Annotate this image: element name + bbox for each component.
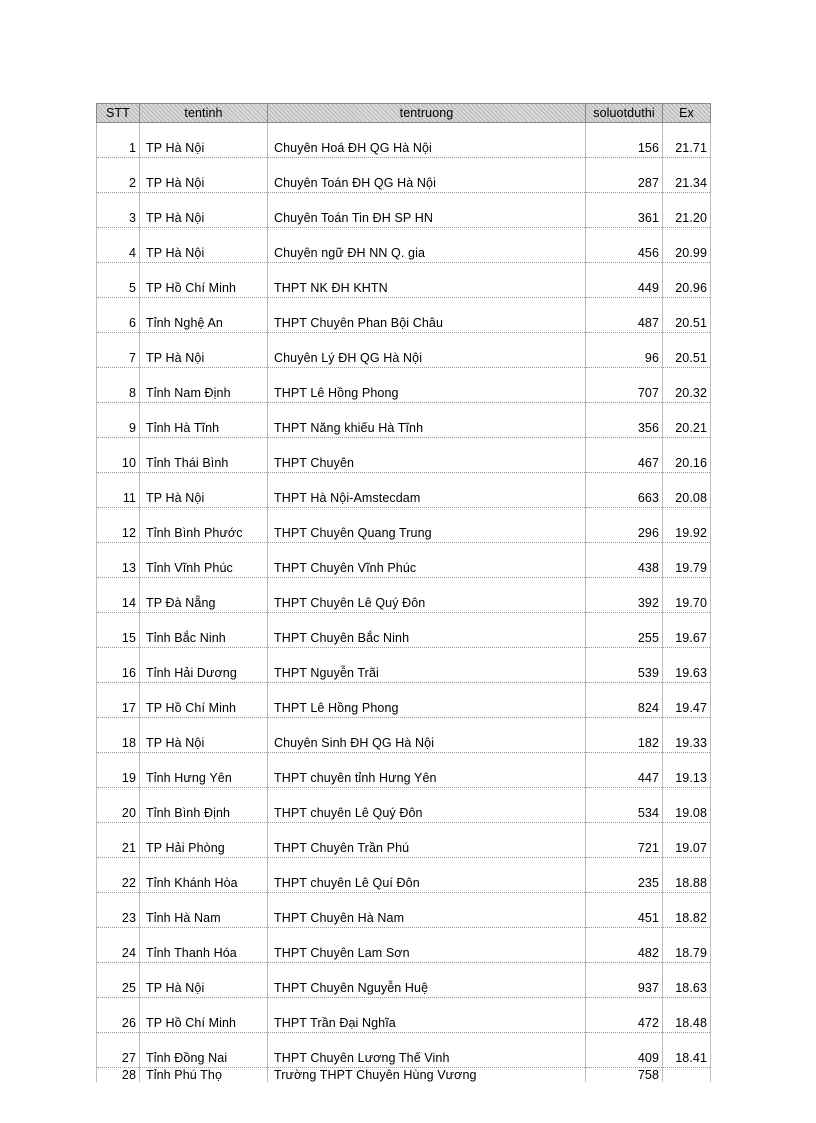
cell-ex: 20.51 (663, 298, 711, 333)
cell-soluotduthi: 487 (586, 298, 663, 333)
cell-tentinh: TP Hà Nội (140, 963, 268, 998)
cell-tentinh: TP Hồ Chí Minh (140, 683, 268, 718)
cell-tentinh: Tỉnh Đồng Nai (140, 1033, 268, 1068)
cell-tentinh: TP Hà Nội (140, 158, 268, 193)
cell-tentruong: Chuyên ngữ ĐH NN Q. gia (268, 228, 586, 263)
table-row (97, 403, 711, 438)
cell-ex: 19.92 (663, 508, 711, 543)
cell-stt: 20 (97, 788, 140, 823)
cell-stt: 27 (97, 1033, 140, 1068)
table-row (97, 1068, 711, 1083)
cell-stt: 24 (97, 928, 140, 963)
cell-soluotduthi: 361 (586, 193, 663, 228)
cell-tentruong: THPT NK ĐH KHTN (268, 263, 586, 298)
cell-ex: 18.41 (663, 1033, 711, 1068)
cell-tentruong: THPT Chuyên Vĩnh Phúc (268, 543, 586, 578)
cell-stt: 23 (97, 893, 140, 928)
table-row (97, 543, 711, 578)
cell-tentinh: TP Hà Nội (140, 228, 268, 263)
cell-soluotduthi: 707 (586, 368, 663, 403)
cell-stt: 13 (97, 543, 140, 578)
cell-tentinh: TP Hà Nội (140, 473, 268, 508)
cell-soluotduthi: 96 (586, 333, 663, 368)
cell-tentinh: Tỉnh Vĩnh Phúc (140, 543, 268, 578)
table-row (97, 438, 711, 473)
cell-tentruong: THPT Chuyên Trần Phú (268, 823, 586, 858)
cell-soluotduthi: 235 (586, 858, 663, 893)
cell-tentinh: Tỉnh Hải Dương (140, 648, 268, 683)
table-row (97, 228, 711, 263)
cell-soluotduthi: 156 (586, 123, 663, 158)
table-row (97, 1033, 711, 1068)
cell-soluotduthi: 438 (586, 543, 663, 578)
table-row (97, 263, 711, 298)
cell-stt: 12 (97, 508, 140, 543)
cell-tentruong: Chuyên Sinh ĐH QG Hà Nội (268, 718, 586, 753)
table-row (97, 508, 711, 543)
cell-tentruong: Chuyên Hoá ĐH QG Hà Nội (268, 123, 586, 158)
cell-soluotduthi: 356 (586, 403, 663, 438)
cell-ex: 19.47 (663, 683, 711, 718)
cell-soluotduthi: 937 (586, 963, 663, 998)
cell-stt: 21 (97, 823, 140, 858)
table-body (97, 123, 711, 1083)
cell-tentinh: Tỉnh Nghệ An (140, 298, 268, 333)
cell-tentruong: THPT Chuyên Phan Bội Châu (268, 298, 586, 333)
cell-stt: 7 (97, 333, 140, 368)
cell-tentinh: Tỉnh Hà Tĩnh (140, 403, 268, 438)
cell-tentruong: THPT chuyên Lê Quý Đôn (268, 788, 586, 823)
cell-ex: 20.08 (663, 473, 711, 508)
cell-tentruong: THPT Chuyên Hà Nam (268, 893, 586, 928)
table-row (97, 718, 711, 753)
cell-ex: 20.51 (663, 333, 711, 368)
cell-ex (663, 1068, 711, 1083)
table-row (97, 333, 711, 368)
cell-soluotduthi: 449 (586, 263, 663, 298)
cell-tentruong: Chuyên Toán ĐH QG Hà Nội (268, 158, 586, 193)
cell-tentruong: THPT Trần Đại Nghĩa (268, 998, 586, 1033)
cell-tentinh: TP Hà Nội (140, 123, 268, 158)
table-row (97, 123, 711, 158)
cell-stt: 9 (97, 403, 140, 438)
cell-stt: 28 (97, 1068, 140, 1083)
cell-ex: 19.13 (663, 753, 711, 788)
cell-tentruong: THPT Nguyễn Trãi (268, 648, 586, 683)
table-row (97, 823, 711, 858)
cell-tentruong: THPT Chuyên Lê Quý Đôn (268, 578, 586, 613)
cell-ex: 21.20 (663, 193, 711, 228)
cell-stt: 5 (97, 263, 140, 298)
cell-stt: 17 (97, 683, 140, 718)
cell-tentruong: THPT Chuyên Lam Sơn (268, 928, 586, 963)
cell-ex: 18.82 (663, 893, 711, 928)
cell-tentinh: Tỉnh Bắc Ninh (140, 613, 268, 648)
cell-ex: 21.34 (663, 158, 711, 193)
cell-tentruong: THPT Lê Hồng Phong (268, 368, 586, 403)
table-row (97, 193, 711, 228)
table-row (97, 998, 711, 1033)
cell-tentinh: TP Hải Phòng (140, 823, 268, 858)
cell-soluotduthi: 472 (586, 998, 663, 1033)
cell-tentinh: Tỉnh Bình Phước (140, 508, 268, 543)
table-row (97, 473, 711, 508)
cell-ex: 19.63 (663, 648, 711, 683)
table-row (97, 648, 711, 683)
table-row (97, 578, 711, 613)
cell-stt: 16 (97, 648, 140, 683)
cell-tentinh: TP Hồ Chí Minh (140, 998, 268, 1033)
cell-ex: 18.48 (663, 998, 711, 1033)
cell-soluotduthi: 287 (586, 158, 663, 193)
header-soluotduthi: soluotduthi (586, 104, 663, 123)
cell-tentruong: THPT Năng khiếu Hà Tĩnh (268, 403, 586, 438)
cell-soluotduthi: 758 (586, 1068, 663, 1083)
cell-stt: 22 (97, 858, 140, 893)
table-row (97, 788, 711, 823)
cell-tentinh: Tỉnh Bình Định (140, 788, 268, 823)
cell-tentruong: Chuyên Lý ĐH QG Hà Nội (268, 333, 586, 368)
cell-tentruong: THPT Hà Nội-Amstecdam (268, 473, 586, 508)
cell-ex: 19.79 (663, 543, 711, 578)
cell-ex: 19.07 (663, 823, 711, 858)
cell-tentruong: Trường THPT Chuyên Hùng Vương (268, 1068, 586, 1083)
cell-soluotduthi: 663 (586, 473, 663, 508)
cell-stt: 10 (97, 438, 140, 473)
cell-soluotduthi: 409 (586, 1033, 663, 1068)
cell-stt: 26 (97, 998, 140, 1033)
cell-tentinh: Tỉnh Hà Nam (140, 893, 268, 928)
cell-ex: 20.16 (663, 438, 711, 473)
cell-soluotduthi: 255 (586, 613, 663, 648)
cell-tentruong: THPT Chuyên (268, 438, 586, 473)
cell-tentinh: TP Hồ Chí Minh (140, 263, 268, 298)
cell-ex: 20.21 (663, 403, 711, 438)
cell-stt: 15 (97, 613, 140, 648)
table-row (97, 298, 711, 333)
cell-stt: 14 (97, 578, 140, 613)
cell-soluotduthi: 482 (586, 928, 663, 963)
cell-tentinh: Tỉnh Phú Thọ (140, 1068, 268, 1083)
cell-tentruong: THPT Chuyên Nguyễn Huệ (268, 963, 586, 998)
cell-tentruong: THPT Lê Hồng Phong (268, 683, 586, 718)
table-row (97, 158, 711, 193)
cell-soluotduthi: 467 (586, 438, 663, 473)
header-tentinh: tentinh (140, 104, 268, 123)
cell-ex: 18.88 (663, 858, 711, 893)
cell-tentruong: THPT Chuyên Lương Thế Vinh (268, 1033, 586, 1068)
cell-stt: 8 (97, 368, 140, 403)
table-row (97, 928, 711, 963)
cell-ex: 20.96 (663, 263, 711, 298)
cell-tentinh: Tỉnh Hưng Yên (140, 753, 268, 788)
cell-stt: 1 (97, 123, 140, 158)
cell-soluotduthi: 456 (586, 228, 663, 263)
header-ex: Ex (663, 104, 711, 123)
table-row (97, 753, 711, 788)
cell-ex: 18.79 (663, 928, 711, 963)
cell-soluotduthi: 392 (586, 578, 663, 613)
cell-soluotduthi: 447 (586, 753, 663, 788)
header-stt: STT (97, 104, 140, 123)
cell-soluotduthi: 182 (586, 718, 663, 753)
cell-tentruong: THPT chuyên tỉnh Hưng Yên (268, 753, 586, 788)
cell-tentinh: Tỉnh Thanh Hóa (140, 928, 268, 963)
cell-ex: 20.32 (663, 368, 711, 403)
table-row (97, 963, 711, 998)
cell-tentinh: TP Hà Nội (140, 193, 268, 228)
table-row (97, 893, 711, 928)
cell-ex: 20.99 (663, 228, 711, 263)
cell-soluotduthi: 534 (586, 788, 663, 823)
cell-soluotduthi: 539 (586, 648, 663, 683)
table-row (97, 683, 711, 718)
cell-tentruong: Chuyên Toán Tin ĐH SP HN (268, 193, 586, 228)
cell-ex: 19.33 (663, 718, 711, 753)
cell-tentinh: TP Hà Nội (140, 718, 268, 753)
cell-soluotduthi: 824 (586, 683, 663, 718)
cell-stt: 6 (97, 298, 140, 333)
cell-stt: 19 (97, 753, 140, 788)
cell-tentruong: THPT Chuyên Quang Trung (268, 508, 586, 543)
table-row (97, 858, 711, 893)
cell-ex: 18.63 (663, 963, 711, 998)
cell-stt: 25 (97, 963, 140, 998)
cell-tentinh: Tỉnh Thái Bình (140, 438, 268, 473)
cell-tentinh: Tỉnh Khánh Hòa (140, 858, 268, 893)
table-row (97, 613, 711, 648)
cell-ex: 19.70 (663, 578, 711, 613)
header-tentruong: tentruong (268, 104, 586, 123)
school-ranking-table (96, 103, 711, 1082)
table-row (97, 368, 711, 403)
cell-stt: 11 (97, 473, 140, 508)
cell-stt: 2 (97, 158, 140, 193)
cell-ex: 19.67 (663, 613, 711, 648)
cell-soluotduthi: 721 (586, 823, 663, 858)
cell-stt: 18 (97, 718, 140, 753)
cell-stt: 4 (97, 228, 140, 263)
cell-soluotduthi: 296 (586, 508, 663, 543)
cell-tentruong: THPT chuyên Lê Quí Đôn (268, 858, 586, 893)
cell-stt: 3 (97, 193, 140, 228)
cell-tentruong: THPT Chuyên Bắc Ninh (268, 613, 586, 648)
header-row (97, 104, 711, 123)
cell-ex: 21.71 (663, 123, 711, 158)
cell-ex: 19.08 (663, 788, 711, 823)
cell-soluotduthi: 451 (586, 893, 663, 928)
cell-tentinh: Tỉnh Nam Định (140, 368, 268, 403)
cell-tentinh: TP Hà Nội (140, 333, 268, 368)
cell-tentinh: TP Đà Nẵng (140, 578, 268, 613)
